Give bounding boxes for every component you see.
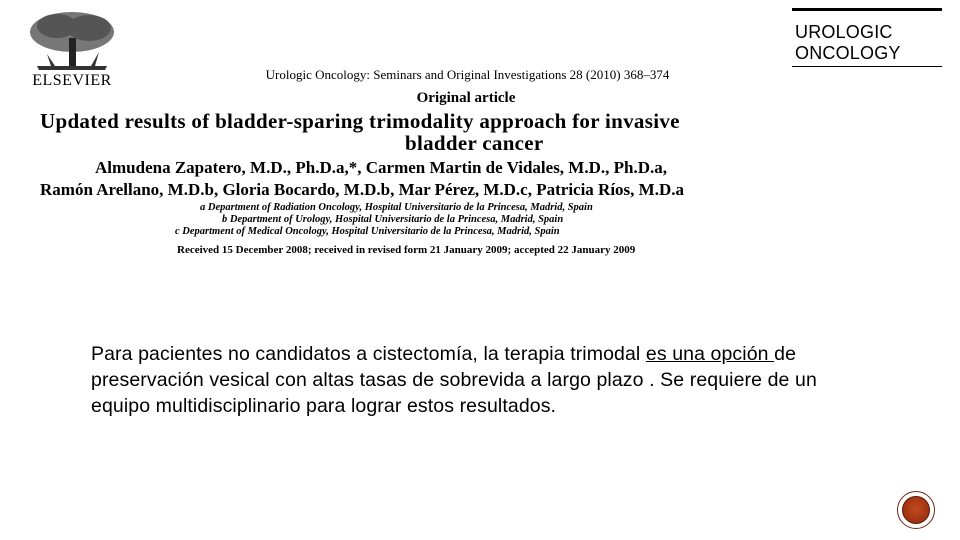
article-type: Original article	[416, 90, 516, 106]
affiliation-c: c Department of Medical Oncology, Hospital Universitario de la Princesa, Madrid, Spain	[175, 226, 560, 237]
corner-badge-inner	[902, 496, 930, 524]
received-dates: Received 15 December 2008; received in revised form 21 January 2009; accepted 22 January 2009	[177, 244, 636, 256]
journal-logo-line2: ONCOLOGY	[795, 43, 901, 63]
article-title-line2: bladder cancer	[405, 131, 544, 155]
affiliation-a: a Department of Radiation Oncology, Hospital Universitario de la Princesa, Madrid, Spain	[200, 202, 593, 213]
summary-paragraph	[91, 341, 861, 419]
journal-logo-rule-top	[792, 8, 942, 11]
corner-badge-icon	[897, 491, 935, 529]
authors-line1: Almudena Zapatero, M.D., Ph.D.a,*, Carmen Martin de Vidales, M.D., Ph.D.a,	[95, 158, 667, 177]
article-title-line1: Updated results of bladder-sparing trimodality approach for invasive	[40, 109, 680, 133]
authors-line2: Ramón Arellano, M.D.b, Gloria Bocardo, M.D.b, Mar Pérez, M.D.c, Patricia Ríos, M.D.a	[40, 180, 684, 199]
elsevier-wordmark: ELSEVIER	[32, 72, 112, 89]
journal-logo	[789, 8, 944, 70]
journal-logo-line1: UROLOGIC	[795, 22, 893, 42]
summary-text-start: Para pacientes no candidatos a cistectomía, la terapia trimodal	[91, 343, 646, 365]
journal-citation: Urologic Oncology: Seminars and Original Investigations 28 (2010) 368–374	[265, 67, 670, 82]
affiliation-b: b Department of Urology, Hospital Universitario de la Princesa, Madrid, Spain	[222, 214, 564, 225]
summary-underlined-text: es una opción	[645, 343, 775, 365]
tree-icon	[17, 8, 127, 74]
summary-text-end: de preservación vesical con altas tasas de sobrevida a largo plazo . Se requiere de un equipo multidisciplinario para lograr estos resultados.	[91, 343, 817, 417]
